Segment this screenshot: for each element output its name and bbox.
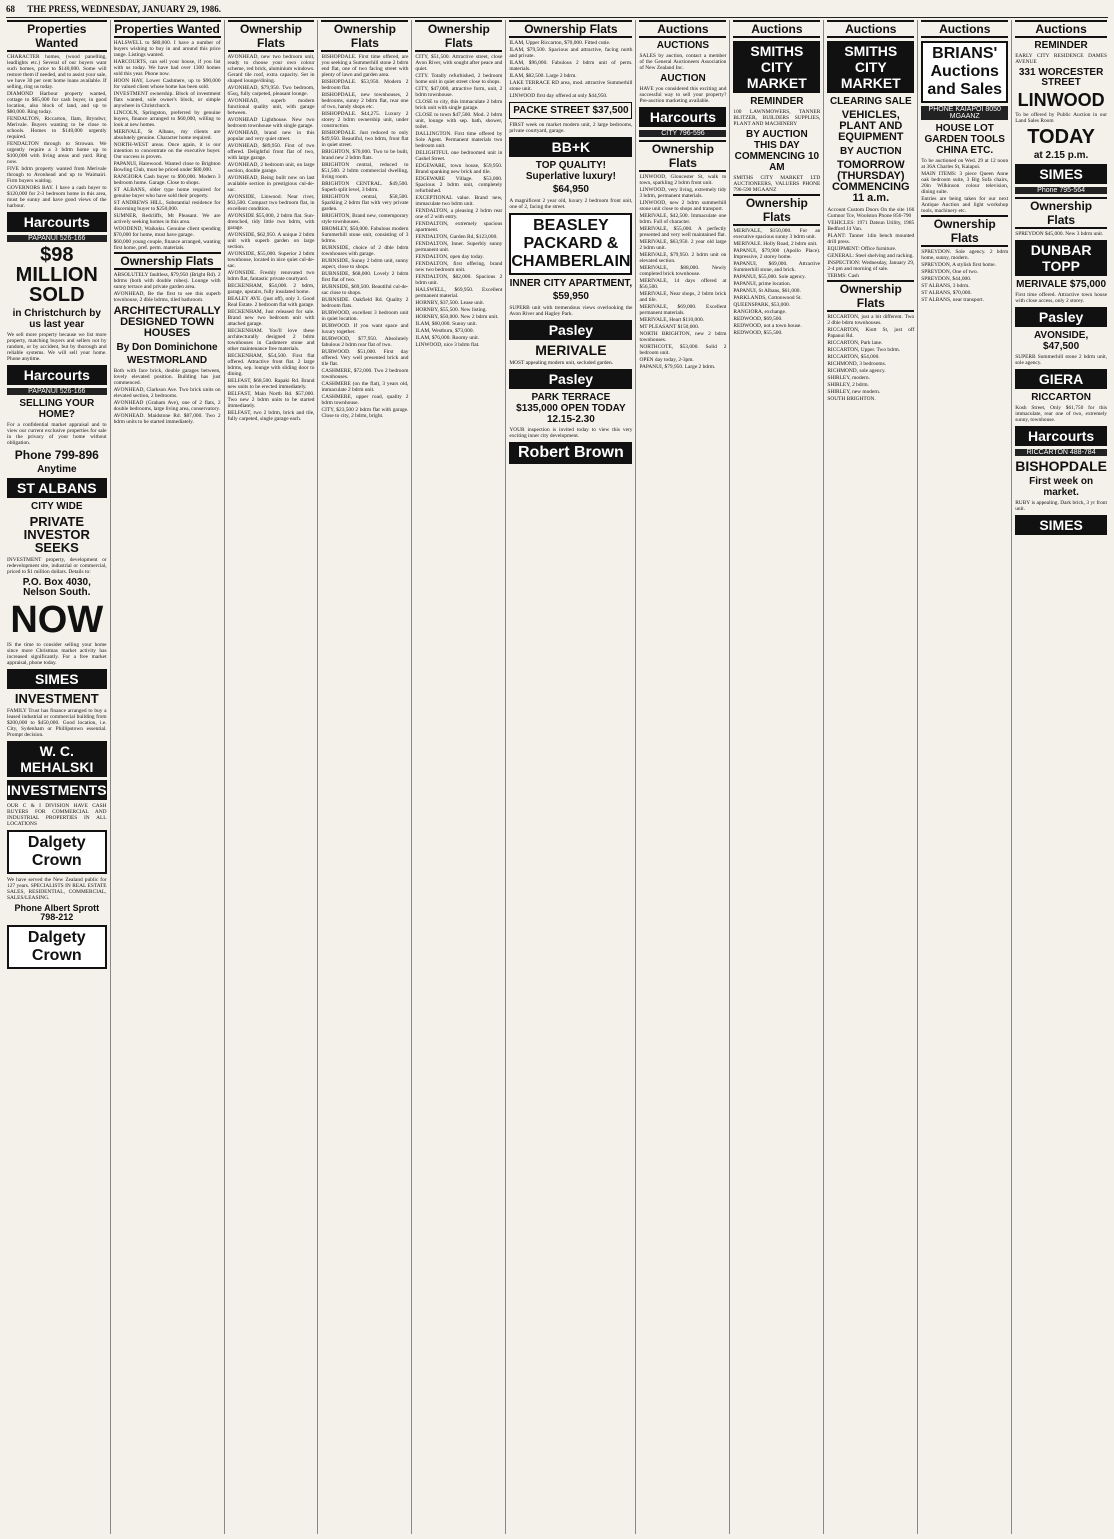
- classified-ad: MERIVALE, $69,000. Excellent permanent materials.: [639, 304, 727, 316]
- classified-ad: FENDALTON, Garden Rd, $123,000.: [415, 234, 498, 240]
- agency-logo: W. C. MEHALSKI: [7, 741, 107, 777]
- display-headline: TOMORROW (THURSDAY) COMMENCING 11 a.m.: [831, 159, 910, 204]
- classified-ad: SPREYDON, $44,000.: [921, 276, 972, 282]
- classified-ad: BISHOPDALE, new townhouses, 2 bedrooms, sunny 2 bdrm flat, rear one of two, handy shops etc.: [321, 92, 409, 110]
- classified-ad: LINWOOD, Gloucester St, walk to town, sparkling 2 bdrm front unit.: [639, 174, 727, 186]
- classified-ad: BISHOPDALE. $44,275. Luxury 2 storey 2 bdrm ownership unit, under construction.: [321, 111, 409, 129]
- ad-subheading: CITY WIDE: [31, 501, 83, 512]
- classified-ad: CITY, $23,500 2 bdrm flat with garage. Close to city, 2 bdrm, bright.: [321, 407, 409, 419]
- classified-ad: FENDALTON, extremely spacious apartment.: [415, 221, 503, 233]
- classified-ad: SUMNER, Redcliffs, Mt Pleasant. We are actively seeking homes in this area.: [113, 213, 221, 225]
- agency-logo: GIERA: [1015, 369, 1107, 389]
- column-9: [824, 20, 918, 1534]
- classified-ad: CASHMERE (on the flat), 3 years old, immaculate 2 bdrm unit.: [321, 381, 409, 393]
- ad-subheading: REMINDER: [1034, 40, 1088, 51]
- classified-ad: EARLY CITY RESIDENCE DAMES AVENUE: [1015, 53, 1107, 65]
- classified-ad: NORTH BRIGHTON, new 2 bdrm townhouses.: [639, 331, 727, 343]
- column-3: [225, 20, 319, 1534]
- classified-ad: Entries are being taken for our next Antique Auction and light workshop tools, machinery etc.: [921, 196, 1009, 214]
- section-heading: Ownership Flats: [321, 20, 408, 52]
- classified-ad: BURWOOD. $51,000. First day offered. Very well presented brick and tile flat.: [321, 349, 409, 367]
- agency-logo: SIMES: [7, 669, 107, 689]
- display-headline: $64,950: [552, 184, 589, 195]
- classified-ad: REDWOOD, not a town house.: [733, 323, 802, 329]
- classified-ad: ILAM, Upper Riccarton, $70,000. Fitted cutie.: [509, 40, 611, 46]
- classified-ad: BRIGHTON, Brand new, contemporary style townhouses.: [321, 213, 409, 225]
- ad-subheading: PARK TERRACE $135,000 OPEN TODAY 12.15-2.30: [516, 392, 626, 425]
- classified-ad: MERIVALE, 14 days offered at $56,500.: [639, 278, 727, 290]
- classified-ad: BRIGHTON central, $58,500. Sparkling 2 bdrm flat with very private garden.: [321, 194, 409, 212]
- ad-subheading: WESTMORLAND: [127, 355, 208, 366]
- section-heading: Ownership Flats: [1015, 197, 1107, 229]
- classified-ad: AVONHEAD, brand new in this popular and very quiet street.: [227, 130, 315, 142]
- classified-ad: ILAM, $96,000. Fabulous 2 bdrm unit of perm. materials.: [509, 60, 633, 72]
- classified-ad: DALLINGTON. First time offered by Sole Agent. Permanent materials two bedroom unit.: [415, 131, 503, 149]
- classified-ad: FENDALTON, Inner. Superbly sunny permanent unit.: [415, 241, 503, 253]
- classified-ad: SHIRLEY, 2 bdrm.: [827, 382, 869, 388]
- ad-subheading: SELLING YOUR HOME?: [19, 398, 95, 420]
- classified-ad: PAPANUI, $69,000. Attractive Summerhill stone, and brick.: [733, 261, 821, 273]
- agency-logo: Dalgety Crown: [7, 830, 107, 874]
- classified-ad: SHIRLEY, modern.: [827, 375, 870, 381]
- classified-ad: FIRST week on market modern unit, 2 large bedrooms, private courtyard, garage.: [509, 122, 633, 134]
- classified-ad: MAIN ITEMS: 3 piece Queen Anne oak bedroom suite, 3 Big Sofa chairs, 20in Wilkinson colour television, dining suite.: [921, 171, 1009, 195]
- classified-ad: BISHOPDALE. $53,950. Modern 2 bedroom flat.: [321, 79, 409, 91]
- classified-ad: AVONSIDE, $62,950. A unique 2 bdrm unit with superb garden on large section.: [227, 232, 315, 250]
- classified-ad: BELFAST, two 2 bdrm, brick and tile, fully carpeted, single garage each.: [227, 410, 315, 422]
- classified-ad: CITY, $47,000, attractive form, unit, 2 bdrm townhouse.: [415, 86, 503, 98]
- page-number: 68: [6, 4, 15, 14]
- classified-ad: HORNBY, $55,500. New listing.: [415, 307, 487, 313]
- classified-ad: RICCARTON, $54,000.: [827, 354, 880, 360]
- classified-ad: RICCARTON, just a bit different. Two 2 dble bdrm townhouses.: [827, 314, 915, 326]
- column-6: [506, 20, 636, 1534]
- classified-ad: RUBY is appealing. Dark brick, 3 yr front unit.: [1015, 500, 1107, 512]
- classified-ad: HARCOURTS, can sell your house, if you list with us today. We have had over 1300 homes sold this year. Phone now.: [113, 59, 221, 77]
- classified-ad: BURNSIDE, choice of 2 dble bdrm townhouses with garage.: [321, 245, 409, 257]
- classified-ad: AVONSIDE. Freshly renovated two bdrm flat, fantastic private courtyard.: [227, 270, 315, 282]
- display-headline: TODAY: [1027, 126, 1095, 148]
- classified-ad: PAPANUI, prime location.: [733, 281, 792, 287]
- classified-ad: NORTH-WEST areas. Once again, it is our intention to concentrate on the executive buyer. Our success is proven.: [113, 142, 221, 160]
- display-headline: NOW: [10, 599, 104, 641]
- ad-subheading: AUCTION: [660, 73, 706, 84]
- display-headline: LINWOOD: [1017, 90, 1105, 110]
- classified-ad: AVONHEAD (Graham Ave), one of 2 flats, 2 double bedrooms, large living area, conservatory.: [113, 400, 221, 412]
- classified-ad: HOON HAY, Lower Cashmere, up to $90,000 for valued client whose home has been sold.: [113, 78, 221, 90]
- phone-banner: RICCARTON 488-784: [1015, 449, 1107, 456]
- section-heading: Ownership Flats: [639, 140, 726, 172]
- classified-ad: PLANT: Tanner 14in bench mounted drill press.: [827, 233, 915, 245]
- classified-ad: SMITHS CITY MARKET LTD AUCTIONEERS, VALUERS PHONE 796-590 MGAANZ: [733, 175, 821, 193]
- classified-ad: SOUTH BRIGHTON.: [827, 396, 876, 402]
- classified-ad: ABSOLUTELY faultless, $79,950 (Bright Rd). 2 bdrms (both with double robes). Lounge with sunny terrace and private garden area.: [113, 272, 221, 290]
- classified-ad: BELFAST, $68,500. Rapaki Rd. Brand new units to be erected immediately.: [227, 378, 315, 390]
- agency-logo: Harcourts: [639, 107, 726, 127]
- classified-ad: BRIGHTON CENTRAL. $49,500. Superb split level, 3 bdrm.: [321, 181, 409, 193]
- classified-ad: BRIGHTON central, reduced to $51,500. 2 bdrm commercial dwelling, living room.: [321, 162, 409, 180]
- classified-ad: INVESTMENT property, development or redevelopment site, industrial or commercial, priced to $1 million dollars. Details to:: [7, 557, 107, 575]
- column-4: [318, 20, 412, 1534]
- classified-ad: EQUIPMENT: Office furniture.: [827, 246, 897, 252]
- agency-logo: Harcourts: [7, 365, 107, 385]
- classified-ad: REDWOOD, $69,500.: [733, 316, 783, 322]
- display-headline: VEHICLES, PLANT AND EQUIPMENT: [838, 109, 904, 143]
- agency-logo: SIMES: [1015, 164, 1107, 184]
- classified-ad: CLOSE to city, this immaculate 2 bdrm brick unit with single garage.: [415, 99, 503, 111]
- classified-ad: WOODEND, Waikuku. Genuine client spending $70,000 for home, must have garage.: [113, 226, 221, 238]
- classified-ad: $60,000 young couple, finance arranged, wanting first home, pref. perm. materials.: [113, 239, 221, 251]
- ad-subheading: Anytime: [37, 464, 77, 475]
- phone-banner: CITY 796-596: [639, 130, 726, 137]
- classified-ad: SUPERB unit with tremendous views overlooking the Avon River and Hagley Park.: [509, 305, 633, 317]
- classified-ad: SPREYDON $45,000. New 3 bdrm unit.: [1015, 231, 1104, 237]
- ad-subheading: TOP QUALITY! Superlative luxury!: [525, 160, 616, 182]
- classified-ad: AVONHEAD Lighthouse. New two bedroom townhouse with single garage.: [227, 117, 315, 129]
- classified-ad: BURWOOD, $77,950. Absolutely fabulous 2 bdrm rear flat of two.: [321, 336, 409, 348]
- classified-ad: AVONHEAD, Being built now on last available section in prestigious cul-de-sac.: [227, 175, 315, 193]
- classified-ad: YOUR inspection is invited today to view this very exciting inner city development.: [509, 427, 633, 439]
- classified-ad: MERIVALE. Holly Road, 2 bdrm unit.: [733, 241, 818, 247]
- display-headline: ARCHITECTURALLY DESIGNED TOWN HOUSES: [113, 305, 221, 339]
- column-7: [636, 20, 730, 1534]
- section-heading: Ownership Flats: [827, 280, 914, 312]
- classified-ad: NORTHCOTE, $53,000. Solid 2 bedroom unit.: [639, 344, 727, 356]
- classified-ad: CITY. Totally refurbished, 2 bedroom home unit in quiet street close to shops.: [415, 73, 503, 85]
- classified-ad: RICCARTON, Park lane.: [827, 340, 883, 346]
- phone-banner: PAPANUI 526-166: [7, 388, 107, 395]
- classified-ad: LINWOOD first day offered at only $44,950.: [509, 93, 608, 99]
- classified-ad: ST ANDREWS HILL, Substantial residence for discerning buyer to $250,000.: [113, 200, 221, 212]
- classified-ad: BRIGHTON, $70,000. Two to be built, brand new 2 bdrm flats.: [321, 149, 409, 161]
- classified-ad: RICCARTON, Kiott St, just off Papanui Rd.: [827, 327, 915, 339]
- classified-ad: A magnificent 2 year old, luxury 2 bedroom front unit, one of 2, facing the street.: [509, 198, 633, 210]
- ad-subheading: at 2.15 p.m.: [1033, 150, 1089, 161]
- classified-ad: AVONHEAD. Maidstone Rd. $87,000. Two 2 bdrm units to be started immediately.: [113, 413, 221, 425]
- ad-subheading: By Don Dominichone: [116, 342, 218, 353]
- display-headline: $59,950: [552, 291, 589, 302]
- classified-ad: First time offered. Attractive town house with close access, only 2 storey.: [1015, 292, 1107, 304]
- display-headline: $98 MILLION SOLD: [15, 244, 98, 306]
- classified-ad: ST ALBANS, older type home required for genuine buyer who have sold their property.: [113, 187, 221, 199]
- classified-ad: LINWOOD, nice 3 bdrm flat.: [415, 342, 480, 348]
- classified-ad: AVONHEAD, superb modern functional quality unit, with garage between.: [227, 98, 315, 116]
- agency-logo: Pasley: [509, 369, 632, 389]
- classified-ad: Account Custom Doors On the site 166 Cumnor Tce, Woolston Phone 856-790: [827, 207, 915, 219]
- classified-ad: CHARACTER homes, (wood panelling, leadlights etc.) Several of our buyers want such homes, price to $140,000. Some will restore them if needed, and to assist your sale, we have 30 per cent home loans available. If selling, ring us today.: [7, 54, 107, 90]
- classified-ad: AVONSIDE $55,000, 2 bdrm flat. Sun-drenched, tidy little two bdrm, with garage.: [227, 213, 315, 231]
- classified-ad: 100 LAWNMOWERS, TANNER BLITZER, BUILDERS SUPPLIES, PLANT AND MACHINERY: [733, 109, 821, 127]
- classified-ad: HALSWELL to $80,000. I have a number of buyers wishing to buy in and around this price range. Listings wanted.: [113, 40, 221, 58]
- classified-ad: SPREYDON, A stylish first home.: [921, 262, 996, 268]
- classified-ad: For a confidential market appraisal and to view our current exclusive properties for sale in the privacy of your home without obligation.: [7, 422, 107, 446]
- agency-logo: Pasley: [1015, 307, 1107, 327]
- phone-banner: Phone 795-564: [1015, 187, 1107, 194]
- columns-container: [4, 20, 1110, 1534]
- section-heading: Auctions: [733, 20, 820, 38]
- classified-ad: GOVERNORS BAY. I have a cash buyer to $120,000 for 2-3 bedroom home in this area, must be sunny and have good views of the harbour.: [7, 185, 107, 209]
- classified-ad: RICCARTON, Upper. Two bdrm.: [827, 347, 901, 353]
- classified-ad: MERIVALE, Heart $110,000.: [639, 317, 704, 323]
- display-headline: 331 WORCESTER STREET: [1018, 67, 1104, 88]
- section-heading: Ownership Flats: [114, 252, 221, 270]
- classified-ad: LINWOOD, new 2 bdrm summerhill stone unit close to shops and transport.: [639, 200, 727, 212]
- classified-ad: ILAM, $82,500. Large 2 bdrm.: [509, 73, 577, 79]
- display-headline: Phone Albert Sprott 798-212: [14, 903, 100, 922]
- classified-ad: Both with face brick, double garages between, lovely elevated position. Building has just commenced.: [113, 368, 221, 386]
- classified-ad: BECKENHAM, $54,000. 2 bdrm, garage, upstairs, fully insulated home.: [227, 283, 315, 295]
- classified-ad: ST ALBANS, 3 bdrm.: [921, 283, 970, 289]
- section-heading: Auctions: [827, 20, 914, 38]
- classified-ad: AVONSIDE, Linwood. Near river, $63,500. Compact two bedroom flat, in excellent condition.: [227, 194, 315, 212]
- classified-ad: AVONSIDE, $55,000. Superior 2 bdrm townhouse, located in nice quiet cul-de-sac.: [227, 251, 315, 269]
- classified-ad: PAPANUI, $79,950. Large 2 bdrm.: [639, 364, 716, 370]
- classified-ad: FENDALTON, $82,000. Spacious 2 bdrm unit.: [415, 274, 503, 286]
- agency-logo: BEASLEY PACKARD & CHAMBERLAIN: [509, 213, 632, 275]
- classified-ad: PAPANUI, St Albans, $61,000.: [733, 288, 801, 294]
- classified-ad: FIVE bdrm property wanted from Merivale through to Avonhead and up to Waimairi. Firm buyers waiting.: [7, 166, 107, 184]
- display-headline: Phone 799-896: [14, 448, 99, 462]
- classified-ad: HORNBY, $50,000. New 2 bdrm unit.: [415, 314, 499, 320]
- boxed-ad: PACKE STREET $37,500: [509, 102, 632, 119]
- classified-ad: SHIRLEY, new modern.: [827, 389, 881, 395]
- section-heading: Auctions: [639, 20, 726, 38]
- classified-ad: DELIGHTFUL one bedroomed unit in Cashel Street.: [415, 150, 503, 162]
- agency-logo: SMITHS CITY MARKET: [827, 41, 914, 93]
- column-5: [412, 20, 506, 1534]
- agency-logo: ST ALBANS: [7, 478, 107, 498]
- classified-ad: We sell more property because we list more property, matching buyers and sellers not by random, or by accident, but by thorough and reliable systems. We will sell your home. Phone anytime.: [7, 332, 107, 362]
- classified-ad: BECKENHAM. You'll love these architecturally designed 2 bdrm townhouses in Cashmere stone and other maintenance free materials.: [227, 328, 315, 352]
- classified-ad: RANGIORA, exchange.: [733, 309, 787, 315]
- ad-subheading: MERIVALE $75,000: [1016, 279, 1107, 290]
- classified-ad: AVONHEAD, Clarkson Ave. Two brick units on elevated section, 2 bedrooms.: [113, 387, 221, 399]
- classified-ad: BURNSIDE, $68,000. Lovely 2 bdrm first flat of two.: [321, 271, 409, 283]
- classified-ad: SUPERB Summerhill stone 2 bdrm unit, sole agency.: [1015, 354, 1107, 366]
- classified-ad: MERIVALE, Near shops, 2 bdrm brick and tile.: [639, 291, 727, 303]
- classified-ad: INSPECTION: Wednesday, January 29, 2-4 pm and morning of sale.: [827, 260, 915, 272]
- ad-subheading: AUCTIONS: [656, 40, 710, 51]
- classified-ad: HAVE you considered this exciting and successful way to sell your property? Pre-auction marketing available.: [639, 86, 727, 104]
- classified-ad: CLOSE to town $47,500. Mod. 2 bdrm unit, lounge with sep. bath, shower, toilet.: [415, 112, 503, 130]
- classified-ad: HORNBY, $37,500. Lease unit.: [415, 300, 485, 306]
- classified-ad: MERIVALE, $150,000. For an executive spacious sunny 3 bdrm unit.: [733, 228, 821, 240]
- classified-ad: AVONHEAD, $89,950. First of two offered. Delightful front flat of two, with large garage.: [227, 143, 315, 161]
- classified-ad: CASHMERE, $72,000. Two 2 bedroom townhouses.: [321, 368, 409, 380]
- classified-ad: To be auctioned on Wed. 29 at 12 noon at 36A Charles St, Kaiapoi.: [921, 158, 1009, 170]
- classified-ad: EDGEWARE, town house, $59,950. Brand spanking new brick and tile.: [415, 163, 503, 175]
- agency-logo: Harcourts: [1015, 426, 1107, 446]
- classified-ad: INVESTMENT ownership. Block of investment flats wanted, sole owner's block, or simple anywhere in Christchurch.: [113, 91, 221, 109]
- classified-ad: AVONHEAD, 2 bedroom unit, on large section, double garage.: [227, 162, 315, 174]
- column-10: [918, 20, 1012, 1534]
- section-heading: Properties Wanted: [114, 22, 220, 36]
- classified-ad: ILAM, $79,500. Spacious and attractive, facing north and private.: [509, 47, 633, 59]
- classified-ad: Kosh Street, Only $61,750 for this immaculate, rear one of two, extremely sunny, townhouse.: [1015, 405, 1107, 423]
- classified-ad: BURWOOD, excellent 3 bedroom unit in quiet location.: [321, 310, 409, 322]
- section-heading: Ownership Flats: [733, 194, 820, 226]
- classified-ad: PARKLANDS, Cottonwood St.: [733, 295, 802, 301]
- section-heading: Ownership Flats: [228, 20, 315, 52]
- classified-ad: EDGEWARE Village. $53,000. Spacious 2 bdrm unit, completely refurbished.: [415, 176, 503, 194]
- classified-ad: AVONHEAD, new two bedroom unit, ready to choose your own colour scheme, red brick, aluminium windows. Gerard tile roof, extra capacity. Set in shaped lounge/dining.: [227, 54, 315, 84]
- classified-ad: MERIVALE, $88,000. Newly completed brick townhouse.: [639, 265, 727, 277]
- classified-ad: FENDALTON, a pleasing 2 bdrm rear one of 2 with entry.: [415, 208, 503, 220]
- classified-ad: HALSWELL, $69,950. Excellent permanent material.: [415, 287, 503, 299]
- classified-ad: OPEN day today, 2-3pm.: [639, 357, 694, 363]
- classified-ad: PAPANUI, $55,000. Sole agency.: [733, 274, 806, 280]
- classified-ad: We have served the New Zealand public for 127 years. SPECIALISTS IN REAL ESTATE SALES, RESIDENTIAL, COMMERCIAL, SALES/LEASING.: [7, 877, 107, 901]
- section-heading: Properties Wanted: [7, 20, 107, 52]
- classified-ad: MERIVALE, $55,000. A perfectly presented and very well maintained flat.: [639, 226, 727, 238]
- ad-subheading: REMINDER: [750, 96, 804, 107]
- classified-ad: SPREYDON, One of two.: [921, 269, 979, 275]
- classified-ad: TERMS: Cash: [827, 273, 859, 279]
- section-heading: Ownership Flats: [509, 20, 632, 38]
- agency-logo: Pasley: [509, 320, 632, 340]
- classified-ad: To be offered by Public Auction in our Land Sales Room: [1015, 112, 1107, 124]
- column-8: [730, 20, 824, 1534]
- agency-logo: BB+K: [509, 137, 632, 157]
- display-headline: P.O. Box 4030, Nelson South.: [22, 577, 91, 598]
- classified-ad: BROMLEY, $50,000. Fabulous modern Summerhill stone unit, consisting of 3 bdrms.: [321, 226, 409, 244]
- display-headline: MERIVALE: [535, 342, 607, 358]
- section-heading: Ownership Flats: [415, 20, 502, 52]
- column-2: [111, 20, 225, 1534]
- classified-ad: ST ALBANS, $70,000.: [921, 290, 972, 296]
- classified-ad: REDWOOD, $55,500.: [733, 330, 783, 336]
- agency-logo: Robert Brown: [509, 442, 632, 464]
- phone-banner: PHONE KAIAPOI 8050 MGAANZ: [921, 106, 1008, 120]
- ad-subheading: INNER CITY APARTMENT,: [509, 278, 633, 289]
- masthead-title: THE PRESS, WEDNESDAY, JANUARY 29, 1986.: [27, 4, 222, 14]
- classified-ad: OUR C & I DIVISION HAVE CASH BUYERS FOR COMMERCIAL AND INDUSTRIAL PROPERTIES IN ALL LOCATIONS: [7, 803, 107, 827]
- ad-subheading: in Christchurch by us last year: [12, 308, 101, 330]
- classified-ad: DIAMOND Harbour property wanted, cottage to $65,000 for cash buyer, in good location, also block of land, and up to $80,000. Ring today.: [7, 91, 107, 115]
- classified-ad: BECKENHAM, $54,500. First flat offered. Attractive front flat. 2 large bdrms, sep. lounge with sliding door to dining.: [227, 353, 315, 377]
- classified-ad: BELFAST, Main North Rd. $57,000. Two new 2 bdrm units to be started immediately.: [227, 391, 315, 409]
- classified-ad: ILAM, $76,000. Roomy unit.: [415, 335, 480, 341]
- section-heading: Ownership Flats: [921, 215, 1008, 247]
- display-headline: PRIVATE INVESTOR SEEKS: [23, 514, 90, 555]
- classified-ad: ILAM, $60,000. Sunny unit.: [415, 321, 477, 327]
- classified-ad: BISHOPDALE. Just reduced to only $49,950. Beautiful, two bdrm, front flat in quiet street.: [321, 130, 409, 148]
- agency-logo: DUNBAR TOPP: [1015, 240, 1107, 276]
- classified-ad: MERIVALE, $42,500. Immaculate one bdrm. Full of character.: [639, 213, 727, 225]
- classified-ad: AVONHEAD, Be the first to see this superb townhouse, 2 dble bdrms, tiled bathroom.: [113, 291, 221, 303]
- phone-banner: PAPANUI 526-166: [7, 235, 107, 242]
- display-headline: INVESTMENT: [14, 691, 99, 706]
- agency-logo: Harcourts: [7, 212, 107, 232]
- ad-subheading: BY AUCTION THIS DAY COMMENCING 10 AM: [734, 129, 820, 173]
- ad-subheading: AVONSIDE, $47,500: [1033, 330, 1089, 352]
- classified-ad: BEALEY AVE. (just off), only 3. Good Real Estate. 2 bedroom flat with garage.: [227, 296, 315, 308]
- agency-logo: BRIANS' Auctions and Sales: [921, 41, 1008, 103]
- classified-ad: MERIVALE, $79,950. 2 bdrm unit on elevated section.: [639, 252, 727, 264]
- classified-ad: EXCEPTIONAL value. Brand new, immaculate two bdrm unit.: [415, 195, 503, 207]
- classified-ad: PAPANUI, Harewood. Wanted close to Brighton Bowling Club, must be priced under $80,000.: [113, 161, 221, 173]
- ad-subheading: RICCARTON: [1031, 392, 1092, 403]
- classified-ad: AVONHEAD, $79,950. Two bedroom, 65sq, fully carpeted, pleasant lounge.: [227, 85, 315, 97]
- ad-subheading: BY AUCTION: [839, 146, 902, 157]
- classified-ad: BURNSIDE, Sunny 2 bdrm unit, sunny aspect, close to shops.: [321, 258, 409, 270]
- classified-ad: CASHMERE, upper road, quality 2 bdrm townhouse.: [321, 394, 409, 406]
- classified-ad: VEHICLES: 1971 Datsun Utility, 1985 Bedford J4 Van.: [827, 220, 915, 232]
- classified-ad: RICHMOND, sole agency.: [827, 368, 886, 374]
- classified-ad: CITY, $51,500. Attractive street, close Avon River, with sought after peace and quiet.: [415, 54, 503, 72]
- classified-ad: SPREYDON. Sole agency. 2 bdrm home, sunny, modern.: [921, 249, 1009, 261]
- classified-ad: LINWOOD, very living, extremely tidy 3 bdrm, permanent materials.: [639, 187, 727, 199]
- classified-ad: LAKE TERRACE RD area, mod. attractive Summerhill stone unit.: [509, 80, 633, 92]
- classified-ad: MERIVALE, St Albans, my clients are absolutely genuine. Character home required.: [113, 129, 221, 141]
- classified-ad: PAPANUI, $79,900 (Apollo Place). Impressive, 2 storey home.: [733, 248, 821, 260]
- classified-ad: IS the time to consider selling your home since more Christmas market activity has increased significantly. For a free market appraisal, phone today.: [7, 642, 107, 666]
- classified-ad: FENDALTON, open day today.: [415, 254, 484, 260]
- classified-ad: ST ALBANS, near transport.: [921, 297, 984, 303]
- classified-ad: FENDALTON, Riccarton, Ilam, Bryndwr, Merivale. Buyers wanting to be close to schools. Homes to $140,000 urgently required.: [7, 116, 107, 140]
- classified-ad: RICHMOND, 3 bedrooms.: [827, 361, 887, 367]
- classified-ad: GENERAL: Steel shelving and racking.: [827, 253, 914, 259]
- classified-ad: RANGIORA Cash buyer to $90,000. Modern 3 bedroom home. Garage. Close to shops.: [113, 174, 221, 186]
- classified-ad: FENDALTON through to Strowan. We urgently require a 3 bdrm home up to $100,000 with living areas and yard. Ring now.: [7, 141, 107, 165]
- ad-subheading: First week on market.: [1029, 476, 1094, 498]
- classified-ad: MT PLEASANT $150,000.: [639, 324, 700, 330]
- display-headline: BISHOPDALE: [1015, 458, 1107, 474]
- classified-ad: LINCOLN, Springston, preferred by genuine buyers, finance arranged to $60,000, willing to look at new homes.: [113, 110, 221, 128]
- column-1: [4, 20, 111, 1534]
- agency-logo: SIMES: [1015, 515, 1107, 535]
- section-heading: Auctions: [1015, 20, 1107, 38]
- classified-ad: BECKENHAM, Just released for sale. Brand new two bedroom unit with attached garage.: [227, 309, 315, 327]
- classified-ad: FENDALTON, first offering, brand new two bedroom unit.: [415, 261, 503, 273]
- column-11: [1012, 20, 1110, 1534]
- agency-logo: INVESTMENTS: [7, 782, 107, 798]
- masthead: [6, 4, 1108, 18]
- agency-logo: Dalgety Crown: [7, 925, 107, 969]
- classified-ad: MOST appealing modern unit, secluded garden.: [509, 360, 613, 366]
- classified-ad: SALES by auction, contact a member of the General Auctioneers Association of New Zealand Inc.: [639, 53, 727, 71]
- classified-ad: BURWOOD. If you want space and luxury together.: [321, 323, 409, 335]
- agency-logo: SMITHS CITY MARKET: [733, 41, 820, 93]
- classified-ad: BISHOPDALE. First time offered, are you seeking a Summerhill stone 2 bdrm end flat, one of two facing street with plenty of lawn and garden area.: [321, 54, 409, 78]
- ad-subheading: HOUSE LOT GARDEN TOOLS CHINA ETC.: [924, 123, 1005, 156]
- ad-subheading: CLEARING SALE: [829, 96, 912, 107]
- classified-ad: BURNSIDE. Oakfield Rd. Quality 2 bedroom flats.: [321, 297, 409, 309]
- section-heading: Auctions: [921, 20, 1008, 38]
- classified-ad: FAMILY Trust has finance arranged to buy a leased industrial or commercial building from $200,000 to $450,000. Good location, i.e. City, Sydenham or Phillipstown essential. Prompt decision.: [7, 708, 107, 738]
- classified-ad: MERIVALE, $63,950. 2 year old large 2 bdrm unit.: [639, 239, 727, 251]
- classified-ad: ILAM, Westburn, $73,000.: [415, 328, 474, 334]
- classified-ad: QUEENSPARK, $53,000.: [733, 302, 791, 308]
- classified-ad: BURNSIDE, $69,500. Beautiful cul-de-sac close to shops.: [321, 284, 409, 296]
